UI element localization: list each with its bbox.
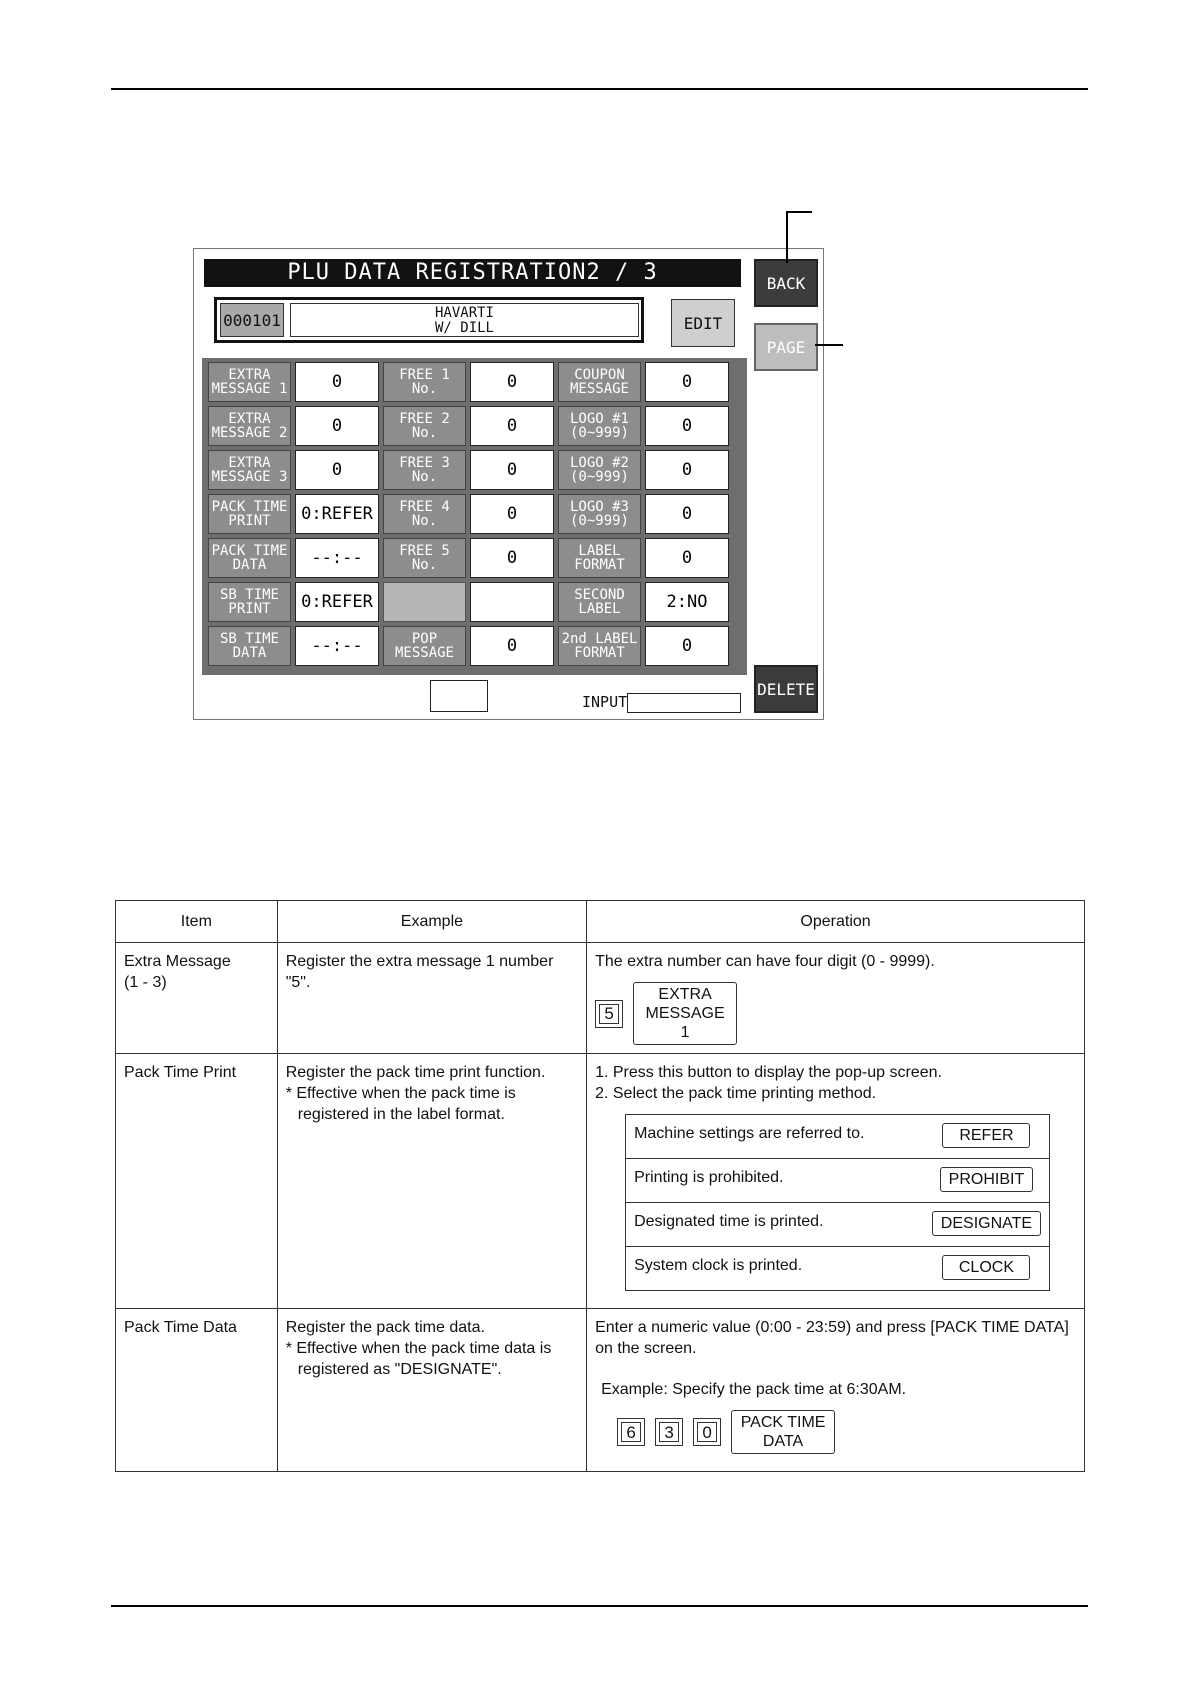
callout-back-horizontal bbox=[786, 211, 812, 213]
extra-message-1-key: EXTRA MESSAGE 1 bbox=[633, 982, 737, 1045]
field-value[interactable]: 0 bbox=[470, 538, 554, 578]
field-label-button[interactable] bbox=[383, 494, 466, 534]
blank-field-button bbox=[383, 582, 466, 622]
field-value[interactable]: 0 bbox=[645, 626, 729, 666]
field-label-line1: FREE 5 No. bbox=[399, 543, 450, 573]
numeric-key-3: 3 bbox=[655, 1418, 683, 1446]
screen-title: PLU DATA REGISTRATION2 / 3 bbox=[204, 259, 741, 287]
row2-operation bbox=[587, 1054, 1085, 1309]
field-label-button[interactable] bbox=[558, 582, 641, 622]
row3-operation-text: Enter a numeric value (0:00 - 23:59) and press [PACK TIME DATA] on the screen. bbox=[595, 1319, 1069, 1357]
field-label-button[interactable] bbox=[208, 538, 291, 578]
field-label-line2: MESSAGE bbox=[569, 381, 629, 397]
field-label-line1: PACK TIME bbox=[211, 543, 288, 559]
field-value[interactable]: 0:REFER bbox=[295, 494, 379, 534]
field-label-line1: SB TIME bbox=[219, 631, 279, 647]
field-label-line1: EXTRA bbox=[228, 455, 271, 471]
field-label-line1: FREE 1 No. bbox=[399, 367, 450, 397]
field-value[interactable]: 0 bbox=[470, 406, 554, 446]
field-value[interactable]: 0 bbox=[470, 450, 554, 490]
field-label-line1: EXTRA bbox=[228, 411, 271, 427]
field-label-line2: MESSAGE 3 bbox=[211, 469, 288, 485]
refer-option-key: REFER bbox=[942, 1123, 1030, 1148]
field-value[interactable]: 2:NO bbox=[645, 582, 729, 622]
option-refer-text: Machine settings are referred to. bbox=[626, 1115, 924, 1159]
product-name[interactable] bbox=[290, 303, 639, 337]
page-button[interactable]: PAGE bbox=[754, 323, 818, 371]
field-value[interactable]: 0 bbox=[645, 450, 729, 490]
field-label-line2: DATA bbox=[232, 645, 267, 661]
field-label-button[interactable] bbox=[558, 626, 641, 666]
operation-table bbox=[115, 900, 1085, 1472]
field-label-button[interactable] bbox=[208, 582, 291, 622]
field-label-line1: SB TIME bbox=[219, 587, 279, 603]
field-label-button[interactable] bbox=[558, 538, 641, 578]
field-label-line2: PRINT bbox=[228, 601, 271, 617]
header-item: Item bbox=[116, 901, 278, 943]
field-value[interactable]: 0 bbox=[645, 406, 729, 446]
numeric-key-6: 6 bbox=[617, 1418, 645, 1446]
field-label-button[interactable] bbox=[208, 626, 291, 666]
field-label-line1: LABEL bbox=[578, 543, 621, 559]
field-label-button[interactable] bbox=[383, 538, 466, 578]
field-value[interactable]: --:-- bbox=[295, 626, 379, 666]
status-box bbox=[430, 680, 488, 712]
option-designate-text: Designated time is printed. bbox=[626, 1203, 924, 1247]
input-label: INPUT bbox=[582, 693, 628, 711]
footer-rule bbox=[111, 1605, 1088, 1607]
field-label-line1: POP bbox=[411, 631, 438, 647]
header-rule bbox=[111, 88, 1088, 90]
field-label-line2: LABEL bbox=[578, 601, 621, 617]
row2-note: * Effective when the pack time is registered in the label format. bbox=[285, 1085, 516, 1123]
field-value[interactable]: 0 bbox=[295, 450, 379, 490]
product-name-line1: HAVARTI bbox=[434, 305, 494, 321]
field-label-line2: MESSAGE 1 bbox=[211, 381, 288, 397]
callout-page-horizontal bbox=[815, 344, 843, 346]
field-label-line2: FORMAT bbox=[574, 557, 625, 573]
field-value[interactable]: 0:REFER bbox=[295, 582, 379, 622]
row3-item: Pack Time Data bbox=[116, 1309, 278, 1472]
field-label-line1: LOGO #2 bbox=[569, 455, 629, 471]
numeric-key-5: 5 bbox=[595, 1000, 623, 1028]
designate-option-key: DESIGNATE bbox=[932, 1211, 1041, 1236]
field-value[interactable]: 0 bbox=[645, 538, 729, 578]
field-label-line1: COUPON bbox=[574, 367, 625, 383]
field-label-line1: LOGO #1 bbox=[569, 411, 629, 427]
edit-button[interactable]: EDIT bbox=[671, 299, 735, 347]
field-value[interactable]: 0 bbox=[295, 362, 379, 402]
row3-keys bbox=[617, 1410, 1076, 1454]
option-prohibit-text: Printing is prohibited. bbox=[626, 1159, 924, 1203]
product-row bbox=[214, 297, 644, 343]
row1-operation bbox=[587, 943, 1085, 1054]
field-label-button[interactable] bbox=[558, 406, 641, 446]
field-label-line1: PACK TIME bbox=[211, 499, 288, 515]
header-operation: Operation bbox=[587, 901, 1085, 943]
input-field[interactable] bbox=[627, 693, 741, 713]
row3-note: * Effective when the pack time data is registered as "DESIGNATE". bbox=[285, 1340, 552, 1378]
field-label-button[interactable] bbox=[558, 362, 641, 402]
clock-option-key: CLOCK bbox=[942, 1255, 1030, 1280]
row3-example: Register the pack time data. * Effective when the pack time data is registered as "DESIGNATE". bbox=[277, 1309, 586, 1472]
field-label-line1: FREE 4 No. bbox=[399, 499, 450, 529]
row3-operation bbox=[587, 1309, 1085, 1472]
row1-keys bbox=[595, 982, 1076, 1045]
field-value[interactable] bbox=[470, 582, 554, 622]
field-label-line2: MESSAGE bbox=[394, 645, 454, 661]
row2-example: Register the pack time print function. * Effective when the pack time is registered in the label format. bbox=[277, 1054, 586, 1309]
field-label-button[interactable] bbox=[383, 406, 466, 446]
delete-button[interactable]: DELETE bbox=[754, 665, 818, 713]
field-label-line2: MESSAGE 2 bbox=[211, 425, 288, 441]
field-label-line1: LOGO #3 bbox=[569, 499, 629, 515]
field-value[interactable]: 0 bbox=[470, 494, 554, 534]
plu-registration-screen bbox=[193, 248, 824, 720]
product-name-line2: W/ DILL bbox=[434, 320, 494, 336]
row2-item: Pack Time Print bbox=[116, 1054, 278, 1309]
row3-example-text: Example: Specify the pack time at 6:30AM. bbox=[601, 1381, 907, 1398]
field-grid bbox=[202, 358, 747, 675]
field-value[interactable]: 0 bbox=[470, 626, 554, 666]
field-label-button[interactable] bbox=[208, 406, 291, 446]
row1-example: Register the extra message 1 number "5". bbox=[277, 943, 586, 1054]
field-label-line2: PRINT bbox=[228, 513, 271, 529]
prohibit-option-key: PROHIBIT bbox=[940, 1167, 1034, 1192]
field-label-line1: FREE 2 No. bbox=[399, 411, 450, 441]
back-button[interactable]: BACK bbox=[754, 259, 818, 307]
field-value[interactable]: 0 bbox=[470, 362, 554, 402]
row1-operation-text: The extra number can have four digit (0 - 9999). bbox=[595, 953, 935, 970]
pack-time-options bbox=[625, 1114, 1050, 1291]
product-code[interactable]: 000101 bbox=[220, 303, 284, 337]
row2-step1: 1. Press this button to display the pop-up screen. bbox=[595, 1064, 942, 1081]
field-label-line1: EXTRA bbox=[228, 367, 271, 383]
numeric-key-0: 0 bbox=[693, 1418, 721, 1446]
field-label-button[interactable] bbox=[558, 494, 641, 534]
field-label-line2: DATA bbox=[232, 557, 267, 573]
field-label-line2: (0~999) bbox=[569, 425, 629, 441]
callout-back-vertical bbox=[786, 211, 788, 263]
field-label-button[interactable] bbox=[208, 494, 291, 534]
field-label-line1: 2nd LABEL bbox=[561, 631, 638, 647]
row1-item: Extra Message (1 - 3) bbox=[116, 943, 278, 1054]
field-label-button[interactable] bbox=[383, 626, 466, 666]
field-label-button[interactable] bbox=[558, 450, 641, 490]
field-label-line1: SECOND bbox=[574, 587, 625, 603]
header-example: Example bbox=[277, 901, 586, 943]
field-value[interactable]: --:-- bbox=[295, 538, 379, 578]
field-label-line1: FREE 3 No. bbox=[399, 455, 450, 485]
field-label-button[interactable] bbox=[383, 362, 466, 402]
option-clock-text: System clock is printed. bbox=[626, 1247, 924, 1291]
field-label-line2: FORMAT bbox=[574, 645, 625, 661]
pack-time-data-key: PACK TIME DATA bbox=[731, 1410, 835, 1454]
field-value[interactable]: 0 bbox=[645, 362, 729, 402]
field-label-button[interactable] bbox=[208, 450, 291, 490]
field-label-button[interactable] bbox=[383, 450, 466, 490]
row2-step2: 2. Select the pack time printing method. bbox=[595, 1085, 877, 1102]
field-value[interactable]: 0 bbox=[295, 406, 379, 446]
field-label-line2: (0~999) bbox=[569, 513, 629, 529]
field-label-line2: (0~999) bbox=[569, 469, 629, 485]
field-value[interactable]: 0 bbox=[645, 494, 729, 534]
field-label-button[interactable] bbox=[208, 362, 291, 402]
